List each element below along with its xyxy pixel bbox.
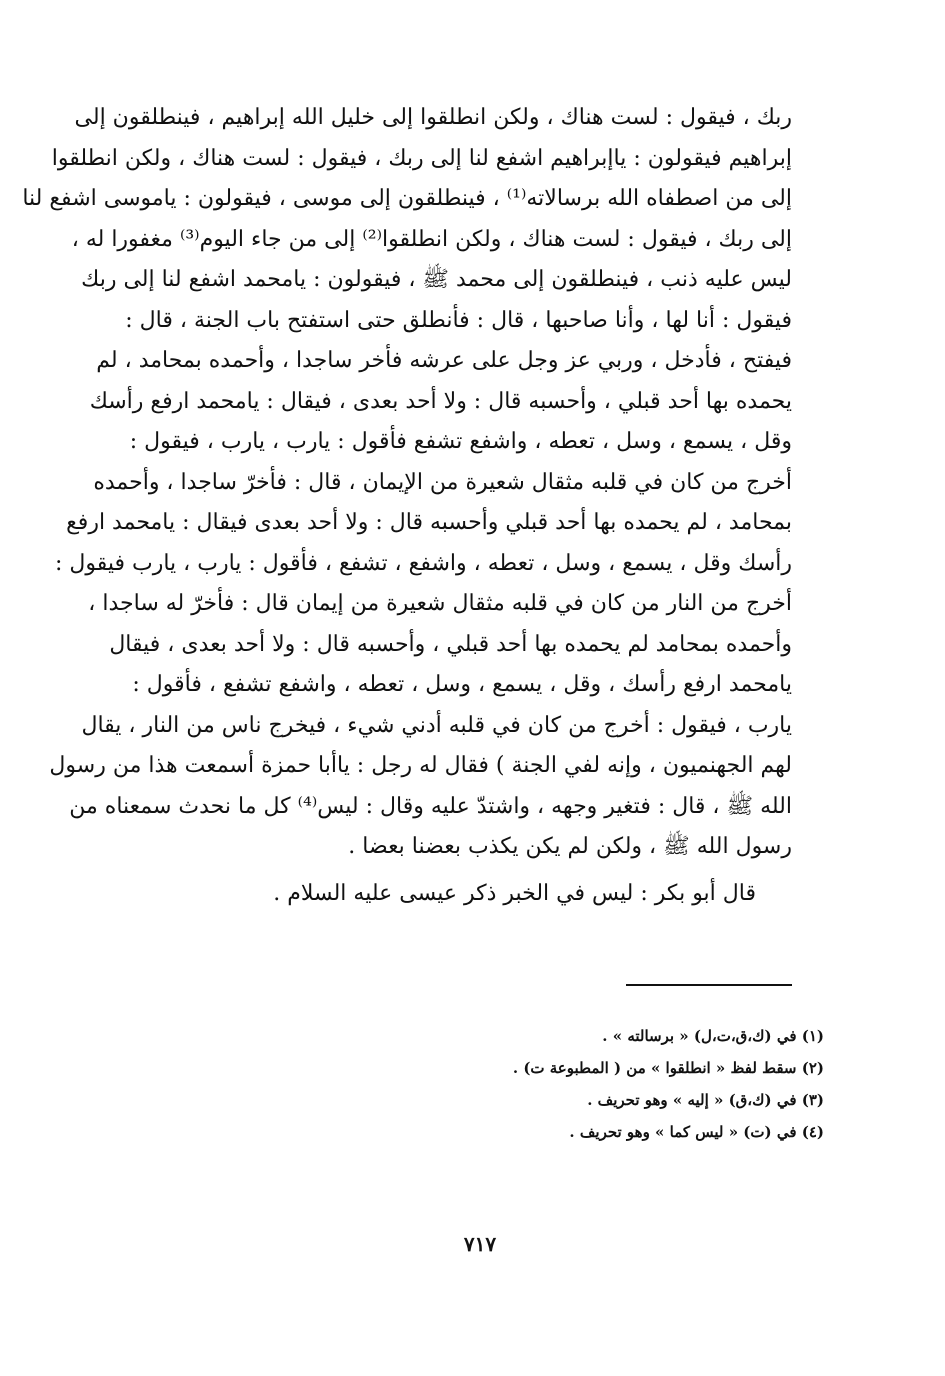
main-text: [22, 98, 792, 914]
text-line: ليس عليه ذنب ، فينطلقون إلى محمد ﷺ ، فيقولون : يامحمد اشفع لنا إلى ربك: [81, 267, 792, 292]
footnote: (٤) في (ت) « ليس كما » وهو تحريف .: [569, 1123, 824, 1141]
text-line: لهم الجهنميون ، وإنه لفي الجنة ) فقال له رجل : ياأبا حمزة أسمعت هذا من رسول: [49, 753, 792, 778]
closing-remark: قال أبو بكر : ليس في الخبر ذكر عيسى عليه السلام .: [273, 880, 756, 906]
footnotes: [300, 1020, 824, 1148]
text-line: يحمده بها أحد قبلي ، وأحسبه قال : ولا أحد بعدى ، فيقال : يامحمد ارفع رأسك: [89, 388, 792, 414]
text-line: أخرج من النار من كان في قلبه مثقال شعيرة من إيمان قال : فأخرّ له ساجدا ،: [88, 591, 792, 616]
text-line: إلى من اصطفاه الله برسالاته⁽¹⁾ ، فينطلقون إلى موسى ، فيقولون : ياموسى اشفع لنا: [22, 186, 792, 211]
text-line: أخرج من كان في قلبه مثقال شعيرة من الإيمان ، قال : فأخرّ ساجدا ، وأحمده: [93, 469, 792, 495]
text-line: يارب ، فيقول : أخرج من كان في قلبه أدني شيء ، فيخرج ناس من النار ، يقال: [81, 712, 792, 738]
text-line: وأحمده بمحامد لم يحمده بها أحد قبلي ، وأحسبه قال : ولا أحد بعدى ، فيقال: [109, 631, 792, 657]
text-line: بمحامد ، لم يحمده بها أحد قبلي وأحسبه قال : ولا أحد بعدى فيقال : يامحمد ارفع: [66, 510, 792, 535]
page-number: ٧١٧: [463, 1232, 497, 1256]
text-line: إلى ربك ، فيقول : لست هناك ، ولكن انطلقوا⁽²⁾ إلى من جاء اليوم⁽³⁾ مغفورا له ،: [71, 226, 792, 252]
footnote: (٢) سقط لفظ « انطلقوا » من ( المطبوعة ت) .: [512, 1059, 824, 1077]
footnote: (٣) في (ك،ق) « إليه » وهو تحريف .: [587, 1091, 824, 1109]
text-line: رأسك وقل ، يسمع ، وسل ، تعطه ، واشفع ، تشفع ، فأقول : يارب ، يارب فيقول :: [54, 550, 792, 576]
footnote: (١) في (ك،ق،ت،ل) « برسالته » .: [602, 1027, 824, 1045]
text-line: وقل ، يسمع ، وسل ، تعطه ، واشفع تشفع فأقول : يارب ، يارب ، فيقول :: [129, 429, 792, 454]
footnote-separator: [626, 984, 792, 986]
text-line: يامحمد ارفع رأسك ، وقل ، يسمع ، وسل ، تعطه ، واشفع تشفع ، فأقول :: [132, 672, 792, 697]
text-line: الله ﷺ ، قال : فتغير وجهه ، واشتدّ عليه وقال : ليس⁽⁴⁾ كل ما نحدث سمعناه من: [69, 793, 792, 819]
text-line: ربك ، فيقول : لست هناك ، ولكن انطلقوا إلى خليل الله إبراهيم ، فينطلقون إلى: [74, 105, 792, 130]
text-line: رسول الله ﷺ ، ولكن لم يكن يكذب بعضنا بعضا .: [348, 834, 792, 859]
text-line: فيفتح ، فأدخل ، وربي عز وجل على عرشه فأخر ساجدا ، وأحمده بمحامد ، لم: [96, 348, 792, 373]
text-line: إبراهيم فيقولون : ياإبراهيم اشفع لنا إلى ربك ، فيقول : لست هناك ، ولكن انطلقوا: [51, 145, 792, 171]
text-line: فيقول : أنا لها ، وأنا صاحبها ، قال : فأنطلق حتى استفتح باب الجنة ، قال :: [125, 307, 792, 333]
